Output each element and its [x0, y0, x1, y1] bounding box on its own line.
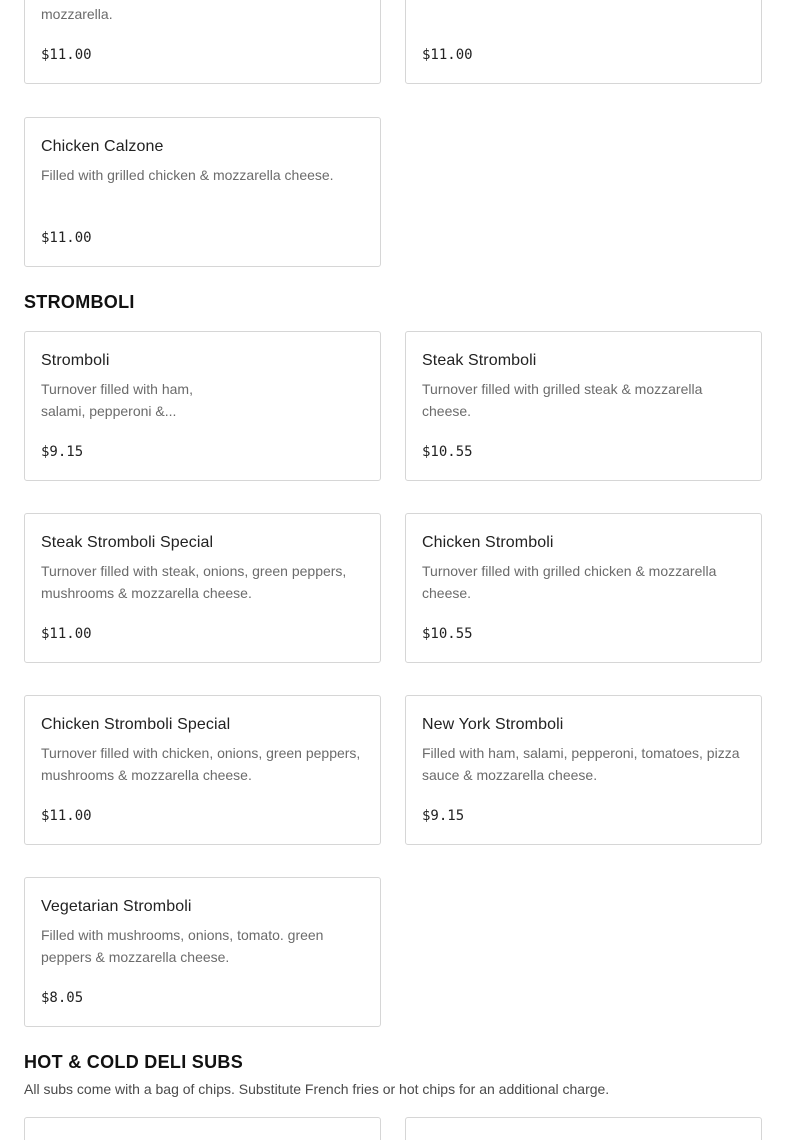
menu-item-name: Chicken Stromboli Special	[41, 716, 231, 733]
menu-item-card[interactable]	[405, 0, 762, 84]
menu-item-card[interactable]	[405, 513, 762, 663]
menu-item-price: $10.55	[422, 444, 473, 460]
menu-item-name: Steak Stromboli	[422, 352, 537, 369]
menu-item-card[interactable]	[24, 877, 381, 1027]
menu-item-price: $11.00	[41, 230, 92, 246]
menu-item-description: mozzarella.	[41, 6, 113, 22]
menu-item-name: Vegetarian Stromboli	[41, 898, 192, 915]
menu-item-price: $9.15	[422, 808, 465, 824]
section-title-stromboli: STROMBOLI	[24, 292, 135, 312]
menu-item-card[interactable]	[24, 331, 381, 481]
menu-item-description: Turnover filled with grilled chicken & mozzarella cheese.	[422, 563, 717, 601]
menu-item-card[interactable]	[405, 331, 762, 481]
menu-item-description: Filled with ham, salami, pepperoni, tomatoes, pizza sauce & mozzarella cheese.	[422, 745, 740, 783]
menu-item-price: $9.15	[41, 444, 84, 460]
menu-item-card[interactable]	[24, 1117, 381, 1140]
menu-item-card[interactable]	[405, 695, 762, 845]
menu-item-price: $10.55	[422, 626, 473, 642]
menu-item-description: Turnover filled with ham, salami, pepperoni &...	[41, 381, 193, 419]
menu-item-card[interactable]	[405, 1117, 762, 1140]
menu-item-description: Turnover filled with grilled steak & mozzarella cheese.	[422, 381, 703, 419]
menu-item-price: $11.00	[41, 626, 92, 642]
menu-item-name: Chicken Stromboli	[422, 534, 554, 551]
section-description: All subs come with a bag of chips. Substitute French fries or hot chips for an additional charge.	[24, 1081, 610, 1097]
menu-item-name: New York Stromboli	[422, 716, 564, 733]
menu-item-name: Chicken Calzone	[41, 138, 164, 155]
menu-item-card[interactable]	[24, 117, 381, 267]
menu-item-card[interactable]	[24, 0, 381, 84]
menu-item-description: Turnover filled with chicken, onions, green peppers, mushrooms & mozzarella cheese.	[41, 745, 361, 783]
section-title-deli-subs: HOT & COLD DELI SUBS	[24, 1052, 244, 1072]
menu-item-description: Turnover filled with steak, onions, green peppers, mushrooms & mozzarella cheese.	[41, 563, 347, 601]
menu-item-name: Stromboli	[41, 352, 110, 369]
menu-item-price: $8.05	[41, 990, 84, 1006]
menu-item-price: $11.00	[422, 47, 473, 63]
menu-item-price: $11.00	[41, 47, 92, 63]
menu-item-price: $11.00	[41, 808, 92, 824]
menu-item-card[interactable]	[24, 513, 381, 663]
menu-item-name: Steak Stromboli Special	[41, 534, 214, 551]
menu-item-card[interactable]	[24, 695, 381, 845]
menu-item-description: Filled with grilled chicken & mozzarella cheese.	[41, 167, 334, 183]
menu-item-description: Filled with mushrooms, onions, tomato. green peppers & mozzarella cheese.	[41, 927, 324, 965]
